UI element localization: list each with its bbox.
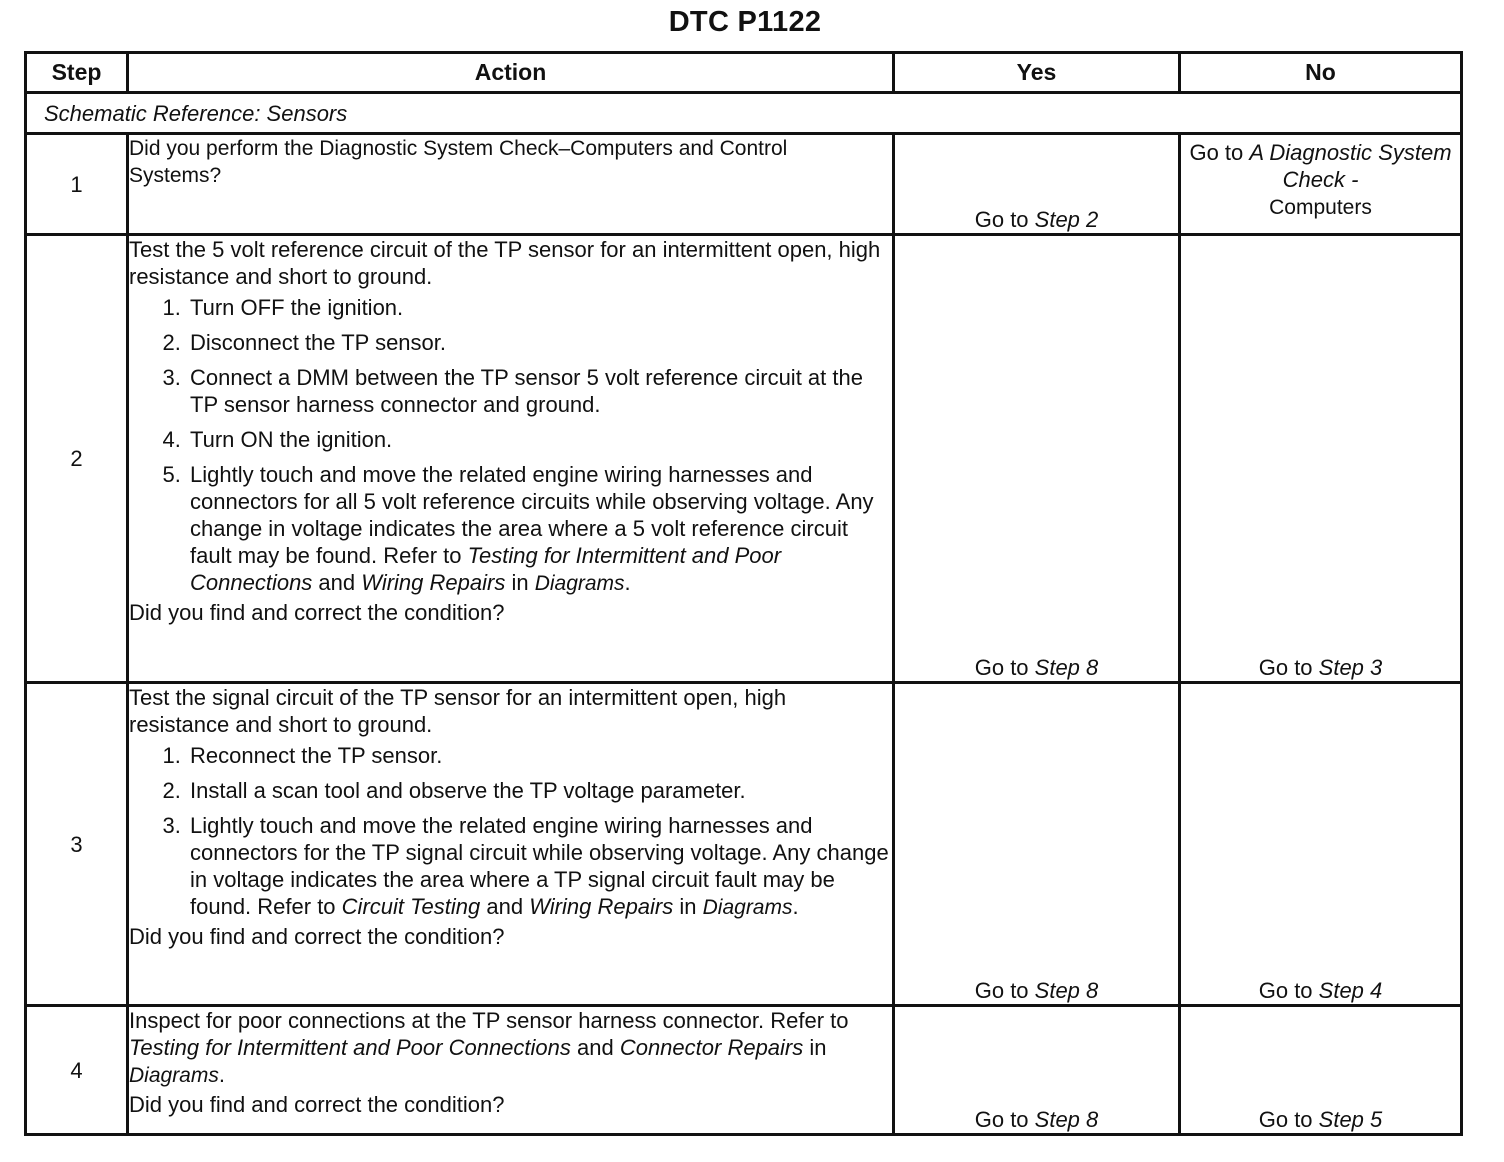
substep-list (129, 742, 892, 921)
question: Did you find and correct the condition? (129, 924, 505, 949)
reference-link[interactable]: Wiring Repairs (529, 894, 674, 919)
list-item: 2. Install a scan tool and observe the TP voltage parameter. (187, 777, 892, 804)
yes-step-link[interactable]: Step 8 (1034, 655, 1099, 680)
list-item: 4. Turn ON the ignition. (187, 426, 892, 453)
yes-step-link[interactable]: Step 8 (1034, 1107, 1099, 1132)
table-row (26, 134, 1462, 235)
reference-link[interactable]: Testing for Intermittent and Poor Connections (129, 1035, 571, 1060)
reference-link[interactable]: Wiring Repairs (361, 570, 506, 595)
no-prefix: Go to (1258, 978, 1319, 1003)
conjunction: and (570, 1035, 620, 1060)
yes-cell (894, 134, 1180, 235)
action-cell (128, 235, 894, 683)
no-suffix: Computers (1269, 196, 1372, 219)
action-intro-wrap: Inspect for poor connections at the TP sensor harness connector. Refer to Testing for Intermittent and Poor Connections and Connector Repairs in Diagrams. (129, 1008, 849, 1087)
yes-prefix: Go to (974, 978, 1035, 1003)
reference-link[interactable]: Diagrams (534, 572, 625, 595)
conjunction: in (803, 1035, 827, 1060)
no-prefix: Go to (1258, 655, 1319, 680)
reference-link[interactable]: Diagrams (702, 896, 793, 919)
header-yes: Yes (894, 53, 1180, 93)
step-number: 2 (26, 235, 128, 683)
reference-link[interactable]: Connector Repairs (619, 1035, 804, 1060)
question: Did you find and correct the condition? (129, 600, 505, 625)
page-title: DTC P1122 (668, 6, 822, 38)
conjunction: in (673, 894, 703, 919)
no-cell (1180, 683, 1462, 1006)
table-row (26, 235, 1462, 683)
list-item: 1. Turn OFF the ignition. (187, 294, 892, 321)
conjunction: and (312, 570, 362, 595)
conjunction: and (480, 894, 530, 919)
diagnostic-table (24, 51, 1463, 1136)
table-row (26, 683, 1462, 1006)
step-number: 1 (26, 134, 128, 235)
list-item: 3. Lightly touch and move the related engine wiring harnesses and connectors for the TP signal circuit while observing voltage. Any change in voltage indicates the area where a TP signal circuit fault may be found. Refer to Circuit Testing and Wiring Repairs in Diagrams. (187, 812, 892, 921)
action-cell (128, 683, 894, 1006)
list-item: 2. Disconnect the TP sensor. (187, 329, 892, 356)
yes-cell (894, 1006, 1180, 1135)
list-item: 5. Lightly touch and move the related engine wiring harnesses and connectors for all 5 volt reference circuits while observing voltage. Any change in voltage indicates the area where a 5 volt reference circuit fault may be found. Refer to Testing for Intermittent and Poor Connections and Wiring Repairs in Diagrams. (187, 461, 892, 597)
no-step-link[interactable]: A Diagnostic System Check - (1249, 140, 1452, 192)
yes-prefix: Go to (974, 655, 1035, 680)
yes-step-link[interactable]: Step 8 (1034, 978, 1099, 1003)
action-cell (128, 134, 894, 235)
question: Did you find and correct the condition? (129, 1092, 505, 1117)
action-intro: Inspect for poor connections at the TP sensor harness connector. Refer to (129, 1008, 849, 1033)
schematic-reference-row (26, 93, 1462, 134)
table-row (26, 1006, 1462, 1135)
step-number: 3 (26, 683, 128, 1006)
substep-list (129, 294, 892, 597)
header-no: No (1180, 53, 1462, 93)
action-intro: Test the 5 volt reference circuit of the TP sensor for an intermittent open, high resistance and short to ground. (129, 237, 881, 289)
reference-link[interactable]: Testing for Intermittent and Poor Connections (190, 543, 782, 595)
action-cell (128, 1006, 894, 1135)
schematic-reference: Schematic Reference: Sensors (26, 93, 1462, 134)
conjunction: in (505, 570, 535, 595)
no-cell (1180, 1006, 1462, 1135)
header-action: Action (128, 53, 894, 93)
list-item: 3. Connect a DMM between the TP sensor 5 volt reference circuit at the TP sensor harness connector and ground. (187, 364, 892, 418)
action-intro: Test the signal circuit of the TP sensor for an intermittent open, high resistance and short to ground. (129, 685, 787, 737)
table-header-row (26, 53, 1462, 93)
yes-cell (894, 235, 1180, 683)
action-intro: Did you perform the Diagnostic System Check–Computers and Control Systems? (129, 137, 788, 187)
no-prefix: Go to (1189, 140, 1250, 165)
yes-cell (894, 683, 1180, 1006)
no-cell (1180, 134, 1462, 235)
list-item: 1. Reconnect the TP sensor. (187, 742, 892, 769)
header-step: Step (26, 53, 128, 93)
no-cell (1180, 235, 1462, 683)
yes-step-link[interactable]: Step 2 (1034, 207, 1099, 232)
reference-link[interactable]: Diagrams (129, 1064, 219, 1087)
no-prefix: Go to (1258, 1107, 1319, 1132)
reference-link[interactable]: Circuit Testing (341, 894, 481, 919)
substep-text: Lightly touch and move the related engine wiring harnesses and connectors for the TP signal circuit while observing voltage. Any change in voltage indicates the area where a TP signal circuit fault may be found. Refer to (190, 813, 889, 919)
substep-text: Lightly touch and move the related engine wiring harnesses and connectors for all 5 volt reference circuits while observing voltage. Any change in voltage indicates the area where a 5 volt reference circuit fault may be found. Refer to (190, 462, 874, 568)
yes-prefix: Go to (974, 1107, 1035, 1132)
yes-prefix: Go to (974, 207, 1035, 232)
step-number: 4 (26, 1006, 128, 1135)
no-step-link[interactable]: Step 4 (1318, 978, 1383, 1003)
no-step-link[interactable]: Step 5 (1318, 1107, 1383, 1132)
no-step-link[interactable]: Step 3 (1318, 655, 1383, 680)
